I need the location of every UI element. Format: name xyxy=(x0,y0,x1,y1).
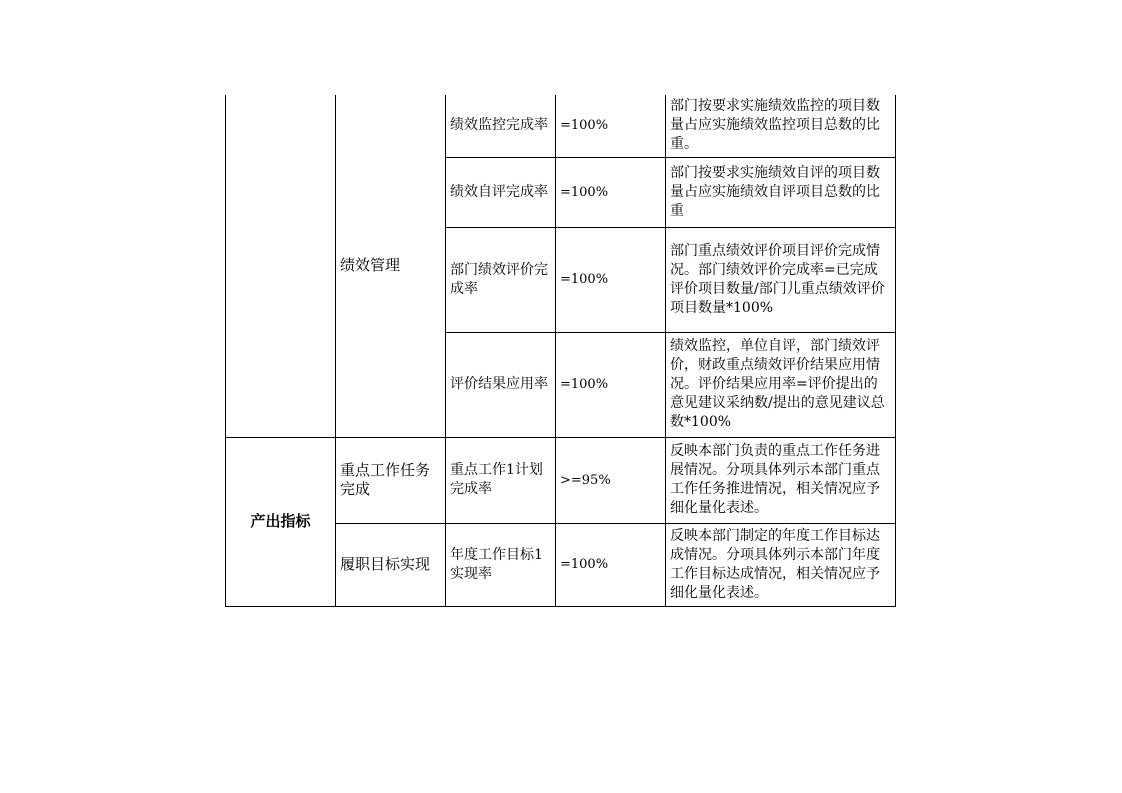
indicator-name-cell: 绩效自评完成率 xyxy=(446,157,556,227)
level2-category-cell: 绩效管理 xyxy=(336,95,446,437)
indicator-description-cell: 部门按要求实施绩效自评的项目数量占应实施绩效自评项目总数的比重 xyxy=(666,157,896,227)
indicator-name-cell: 绩效监控完成率 xyxy=(446,95,556,157)
level1-category-cell-continued xyxy=(226,95,336,437)
table-row xyxy=(226,95,896,157)
indicator-description-cell: 绩效监控，单位自评，部门绩效评价，财政重点绩效评价结果应用情况。评价结果应用率=评价提出的意见建议采纳数/提出的意见建议总数*100% xyxy=(666,332,896,437)
indicator-description-cell: 反映本部门制定的年度工作目标达成情况。分项具体列示本部门年度工作目标达成情况，相关情况应予细化量化表述。 xyxy=(666,523,896,606)
level2-category-cell: 履职目标实现 xyxy=(336,523,446,606)
target-value-cell: =100% xyxy=(556,227,666,332)
indicator-description-cell: 部门重点绩效评价项目评价完成情况。部门绩效评价完成率=已完成评价项目数量/部门儿重点绩效评价项目数量*100% xyxy=(666,227,896,332)
performance-indicator-table xyxy=(225,95,896,607)
target-value-cell: =100% xyxy=(556,523,666,606)
indicator-table-wrapper xyxy=(225,95,896,607)
target-value-cell: =100% xyxy=(556,332,666,437)
indicator-name-cell: 部门绩效评价完成率 xyxy=(446,227,556,332)
indicator-name-cell: 重点工作1计划完成率 xyxy=(446,437,556,523)
indicator-description-cell: 反映本部门负责的重点工作任务进展情况。分项具体列示本部门重点工作任务推进情况，相关情况应予细化量化表述。 xyxy=(666,437,896,523)
target-value-cell: >=95% xyxy=(556,437,666,523)
table-row xyxy=(226,437,896,523)
indicator-description-cell: 部门按要求实施绩效监控的项目数量占应实施绩效监控项目总数的比重。 xyxy=(666,95,896,157)
indicator-name-cell: 年度工作目标1实现率 xyxy=(446,523,556,606)
indicator-name-cell: 评价结果应用率 xyxy=(446,332,556,437)
target-value-cell: =100% xyxy=(556,157,666,227)
level1-category-cell: 产出指标 xyxy=(226,437,336,606)
level2-category-cell: 重点工作任务完成 xyxy=(336,437,446,523)
target-value-cell: =100% xyxy=(556,95,666,157)
